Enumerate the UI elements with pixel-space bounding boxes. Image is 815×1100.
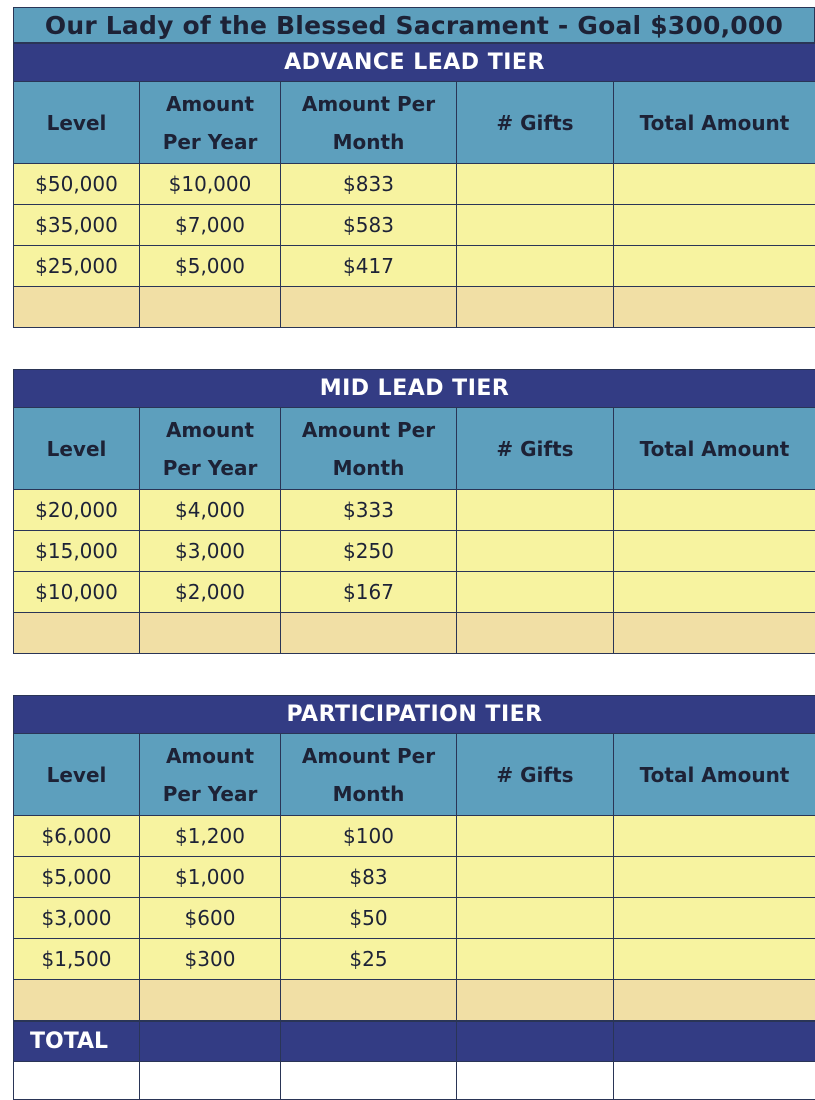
col-header-level-text: Level [47,111,107,135]
level-cell: $25,000 [14,246,140,287]
table-row [14,246,815,287]
amount-per-month-cell: $100 [281,816,457,857]
tier-table [13,369,815,654]
subtotal-cell [14,980,140,1021]
gifts-entry-cell[interactable] [457,816,614,857]
tiers-container [13,43,815,1100]
col-header-total-text: Total Amount [640,437,790,461]
amount-per-year-cell: $2,000 [140,572,281,613]
gifts-entry-cell[interactable] [457,572,614,613]
col-header-level-text: Level [47,763,107,787]
subtotal-row [14,980,815,1021]
subtotal-amount-cell[interactable] [614,287,815,328]
col-header-line: Per Year [140,775,280,813]
total-amount-entry-cell[interactable] [614,816,815,857]
total-header-row [14,1022,815,1062]
level-cell: $6,000 [14,816,140,857]
col-header-gifts-text: # Gifts [496,437,573,461]
table-row [14,205,815,246]
level-cell: $3,000 [14,898,140,939]
level-cell: $20,000 [14,490,140,531]
subtotal-cell [281,980,457,1021]
tier-heading: PARTICIPATION TIER [14,696,815,734]
table-row [14,857,815,898]
tier-gap [13,654,815,695]
amount-per-year-cell: $1,000 [140,857,281,898]
amount-per-month-cell: $333 [281,490,457,531]
amount-per-month-cell: $833 [281,164,457,205]
amount-per-month-cell: $417 [281,246,457,287]
subtotal-cell [140,613,281,654]
level-cell: $5,000 [14,857,140,898]
table-row [14,939,815,980]
amount-per-year-cell: $5,000 [140,246,281,287]
amount-per-year-cell: $300 [140,939,281,980]
total-header-cell [281,1022,457,1062]
subtotal-gifts-cell[interactable] [457,613,614,654]
col-header-line: Amount [140,737,280,775]
tier-table [13,43,815,328]
gifts-entry-cell[interactable] [457,939,614,980]
table-row [14,531,815,572]
tier-gap [13,328,815,369]
col-header-gifts [457,734,614,816]
level-cell: $35,000 [14,205,140,246]
table-row [14,898,815,939]
amount-per-year-cell: $10,000 [140,164,281,205]
total-gifts-cell[interactable] [457,1062,614,1100]
subtotal-cell [14,287,140,328]
amount-per-year-cell: $1,200 [140,816,281,857]
col-header-line: Month [281,123,456,161]
total-amount-entry-cell[interactable] [614,939,815,980]
total-amount-entry-cell[interactable] [614,572,815,613]
subtotal-cell [140,287,281,328]
level-cell: $50,000 [14,164,140,205]
col-header-amount-per-month [281,734,457,816]
col-header-line: Amount Per [281,85,456,123]
col-header-total-text: Total Amount [640,763,790,787]
col-header-amount-per-year [140,734,281,816]
col-header-line: Per Year [140,123,280,161]
col-header-level [14,734,140,816]
col-header-total-amount [614,408,815,490]
total-value-cell[interactable] [281,1062,457,1100]
table-row [14,816,815,857]
subtotal-amount-cell[interactable] [614,980,815,1021]
tier-heading: MID LEAD TIER [14,370,815,408]
amount-per-year-cell: $3,000 [140,531,281,572]
gifts-entry-cell[interactable] [457,898,614,939]
amount-per-month-cell: $250 [281,531,457,572]
subtotal-row [14,613,815,654]
subtotal-cell [281,287,457,328]
total-header-cell [457,1022,614,1062]
total-value-cell[interactable] [140,1062,281,1100]
amount-per-year-cell: $4,000 [140,490,281,531]
col-header-gifts [457,82,614,164]
col-header-line: Amount Per [281,411,456,449]
gifts-entry-cell[interactable] [457,205,614,246]
table-row [14,490,815,531]
total-header-cell [614,1022,815,1062]
amount-per-year-cell: $600 [140,898,281,939]
col-header-amount-per-year [140,82,281,164]
total-amount-entry-cell[interactable] [614,531,815,572]
col-header-gifts-text: # Gifts [496,111,573,135]
col-header-total-amount [614,734,815,816]
col-header-line: Amount [140,411,280,449]
subtotal-cell [281,613,457,654]
amount-per-month-cell: $167 [281,572,457,613]
subtotal-gifts-cell[interactable] [457,980,614,1021]
amount-per-month-cell: $25 [281,939,457,980]
amount-per-year-cell: $7,000 [140,205,281,246]
tier-heading: ADVANCE LEAD TIER [14,44,815,82]
total-table [13,1021,815,1100]
gifts-entry-cell[interactable] [457,164,614,205]
col-header-amount-per-month [281,408,457,490]
col-header-level [14,408,140,490]
level-cell: $1,500 [14,939,140,980]
col-header-total-amount [614,82,815,164]
total-value-cell[interactable] [14,1062,140,1100]
total-amount-entry-cell[interactable] [614,205,815,246]
amount-per-month-cell: $50 [281,898,457,939]
col-header-gifts [457,408,614,490]
gifts-entry-cell[interactable] [457,857,614,898]
subtotal-cell [14,613,140,654]
col-header-line: Amount Per [281,737,456,775]
col-header-level [14,82,140,164]
pledge-sheet [13,7,815,1100]
total-amount-entry-cell[interactable] [614,164,815,205]
amount-per-month-cell: $83 [281,857,457,898]
col-header-level-text: Level [47,437,107,461]
subtotal-row [14,287,815,328]
table-row [14,164,815,205]
subtotal-gifts-cell[interactable] [457,287,614,328]
total-header-cell [140,1022,281,1062]
table-row [14,572,815,613]
total-value-row [14,1062,815,1100]
total-amount-entry-cell[interactable] [614,898,815,939]
col-header-amount-per-month [281,82,457,164]
col-header-gifts-text: # Gifts [496,763,573,787]
total-amount-entry-cell[interactable] [614,857,815,898]
tier-table [13,695,815,1021]
total-amount-entry-cell[interactable] [614,246,815,287]
level-cell: $15,000 [14,531,140,572]
col-header-line: Month [281,449,456,487]
subtotal-amount-cell[interactable] [614,613,815,654]
col-header-amount-per-year [140,408,281,490]
subtotal-cell [140,980,281,1021]
col-header-total-text: Total Amount [640,111,790,135]
gifts-entry-cell[interactable] [457,531,614,572]
total-amount-cell[interactable] [614,1062,815,1100]
gifts-entry-cell[interactable] [457,490,614,531]
level-cell: $10,000 [14,572,140,613]
col-header-line: Month [281,775,456,813]
col-header-line: Per Year [140,449,280,487]
gifts-entry-cell[interactable] [457,246,614,287]
total-label: TOTAL [14,1022,140,1062]
col-header-line: Amount [140,85,280,123]
amount-per-month-cell: $583 [281,205,457,246]
total-amount-entry-cell[interactable] [614,490,815,531]
page-title: Our Lady of the Blessed Sacrament - Goal $300,000 [13,7,815,43]
